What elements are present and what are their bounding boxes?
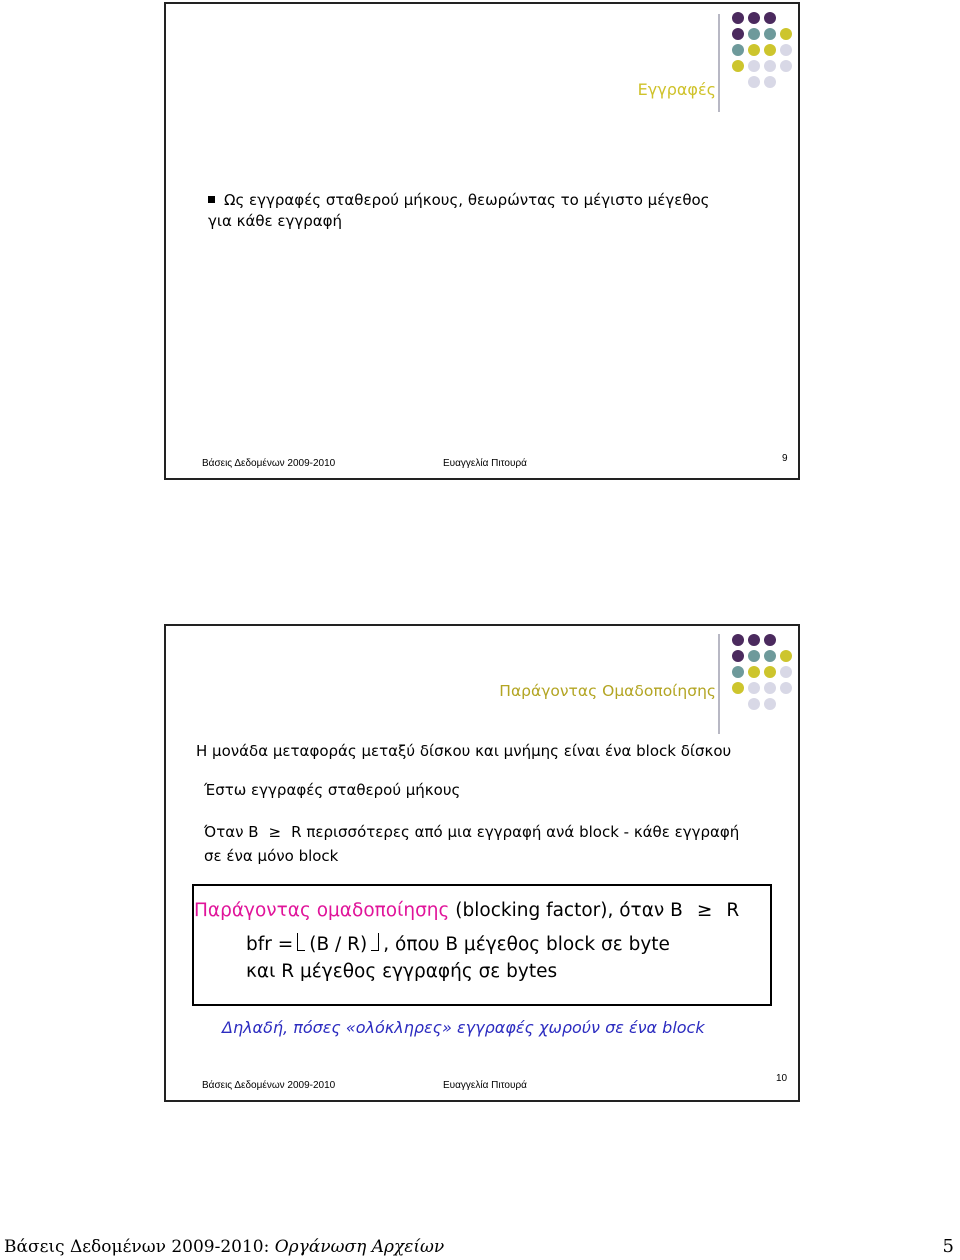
light-dot <box>748 76 760 88</box>
footer-course: Βάσεις Δεδομένων 2009-2010 <box>202 1080 336 1091</box>
yellow-dot <box>780 28 792 40</box>
light-dot <box>780 682 792 694</box>
formula-line <box>246 932 670 958</box>
text-line: Η μονάδα μεταφοράς μεταξύ δίσκου και μνήμης είναι ένα block δίσκου <box>196 742 732 760</box>
geq-symbol: ≥ <box>696 900 713 921</box>
yellow-dot <box>748 666 760 678</box>
footer-course-title: Βάσεις Δεδομένων 2009-2010: <box>4 1237 270 1257</box>
floor-right-icon <box>371 933 379 951</box>
bullet-text-line1: Ως εγγραφές σταθερού μήκους, θεωρώντας το μέγιστο μέγεθος <box>224 191 710 209</box>
purple-dot <box>764 12 776 24</box>
light-dot <box>764 698 776 710</box>
floor-left-icon <box>297 933 305 951</box>
text-fragment: (B / R) <box>309 934 368 955</box>
divider-line <box>718 14 720 112</box>
yellow-dot <box>780 650 792 662</box>
slide-9 <box>164 2 800 480</box>
footer-course: Βάσεις Δεδομένων 2009-2010 <box>202 458 336 469</box>
bullet-text-line2: για κάθε εγγραφή <box>208 212 343 230</box>
divider-line <box>718 634 720 734</box>
page-footer <box>4 1237 444 1257</box>
decorative-dots <box>732 634 794 726</box>
bullet-item <box>208 190 709 232</box>
teal-dot <box>732 44 744 56</box>
yellow-dot <box>764 666 776 678</box>
text-line: Έστω εγγραφές σταθερού μήκους <box>204 781 461 799</box>
light-dot <box>780 44 792 56</box>
slide-title: Παράγοντας Ομαδοποίησης <box>499 682 716 700</box>
teal-dot <box>764 28 776 40</box>
light-dot <box>748 60 760 72</box>
purple-dot <box>732 28 744 40</box>
teal-dot <box>748 28 760 40</box>
term-highlight: Παράγοντας ομαδοποίησης <box>194 900 450 921</box>
yellow-dot <box>764 44 776 56</box>
light-dot <box>780 60 792 72</box>
text-fragment: Όταν B <box>204 823 259 841</box>
light-dot <box>764 76 776 88</box>
text-fragment: (blocking factor), όταν B <box>449 900 683 921</box>
text-fragment: , όπου B μέγεθος block σε byte <box>383 934 670 955</box>
teal-dot <box>748 650 760 662</box>
text-fragment: R περισσότερες από μια εγγραφή ανά block - κάθε εγγραφή <box>291 823 740 841</box>
slide-page-number: 9 <box>782 453 788 464</box>
light-dot <box>764 60 776 72</box>
footer-chapter-title: Οργάνωση Αρχείων <box>274 1237 445 1257</box>
footer-author: Ευαγγελία Πιτουρά <box>443 1080 527 1091</box>
yellow-dot <box>732 60 744 72</box>
formula-line: και R μέγεθος εγγραφής σε bytes <box>246 961 558 982</box>
yellow-dot <box>748 44 760 56</box>
text-fragment: R <box>726 900 740 921</box>
text-line: σε ένα μόνο block <box>204 847 339 865</box>
teal-dot <box>764 650 776 662</box>
definition-box <box>192 884 772 1006</box>
purple-dot <box>764 634 776 646</box>
light-dot <box>780 666 792 678</box>
note-text: Δηλαδή, πόσες «ολόκληρες» εγγραφές χωρούν σε ένα block <box>222 1018 705 1037</box>
page-number: 5 <box>942 1236 954 1257</box>
slide-title: Εγγραφές <box>637 80 716 99</box>
purple-dot <box>748 634 760 646</box>
teal-dot <box>732 666 744 678</box>
yellow-dot <box>732 682 744 694</box>
square-bullet-icon <box>208 196 215 203</box>
slide-page-number: 10 <box>776 1073 788 1084</box>
light-dot <box>748 682 760 694</box>
geq-symbol: ≥ <box>268 823 282 841</box>
purple-dot <box>732 634 744 646</box>
purple-dot <box>748 12 760 24</box>
light-dot <box>748 698 760 710</box>
purple-dot <box>732 12 744 24</box>
text-line <box>204 820 739 844</box>
light-dot <box>764 682 776 694</box>
text-fragment: bfr = <box>246 934 294 955</box>
purple-dot <box>732 650 744 662</box>
definition-line <box>194 898 739 924</box>
decorative-dots <box>732 12 794 104</box>
footer-author: Ευαγγελία Πιτουρά <box>443 458 527 469</box>
slide-10 <box>164 624 800 1102</box>
